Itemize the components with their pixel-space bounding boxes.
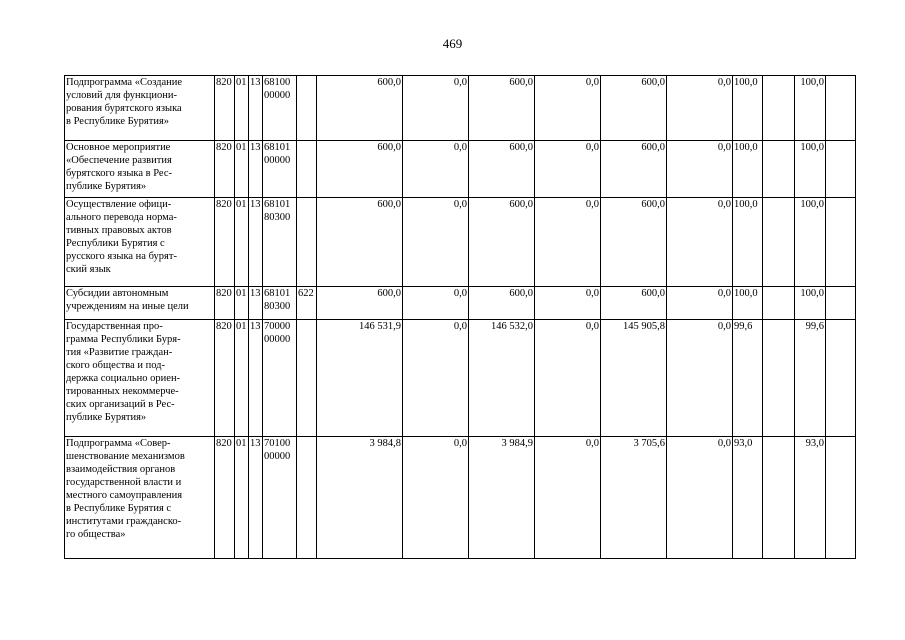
- executed-federal: 0,0: [667, 287, 733, 320]
- approved-federal: 0,0: [403, 141, 469, 198]
- row-name: Подпрограмма «Создание условий для функциони- рования бурятского языка в Республике Бурятия»: [65, 76, 215, 141]
- approved-amount: 600,0: [317, 141, 403, 198]
- pr-code: 13: [249, 198, 263, 287]
- percent-approved: 100,0: [733, 76, 763, 141]
- csr-code: 68100 00000: [263, 76, 297, 141]
- approved-federal: 0,0: [403, 287, 469, 320]
- table-row: [65, 198, 856, 287]
- empty-cell: [826, 141, 856, 198]
- executed-federal: 0,0: [667, 76, 733, 141]
- empty-cell: [826, 287, 856, 320]
- csr-code: 68101 80300: [263, 198, 297, 287]
- rz-code: 01: [235, 320, 249, 437]
- vr-code: [297, 320, 317, 437]
- row-name: Основное мероприятие «Обеспечение развития бурятского языка в Рес- публике Бурятия»: [65, 141, 215, 198]
- executed-federal: 0,0: [667, 437, 733, 559]
- executed-amount: 600,0: [601, 198, 667, 287]
- empty-cell: [763, 76, 795, 141]
- budget-table: [64, 75, 856, 559]
- empty-cell: [826, 437, 856, 559]
- empty-cell: [826, 198, 856, 287]
- plan-amount: 600,0: [469, 76, 535, 141]
- approved-federal: 0,0: [403, 320, 469, 437]
- executed-amount: 145 905,8: [601, 320, 667, 437]
- vr-code: [297, 141, 317, 198]
- plan-federal: 0,0: [535, 198, 601, 287]
- executed-amount: 600,0: [601, 141, 667, 198]
- empty-cell: [763, 141, 795, 198]
- executed-amount: 600,0: [601, 76, 667, 141]
- csr-code: 68101 80300: [263, 287, 297, 320]
- row-name: Субсидии автономным учреждениям на иные цели: [65, 287, 215, 320]
- table-row: [65, 76, 856, 141]
- percent-plan: 93,0: [795, 437, 826, 559]
- csr-code: 70100 00000: [263, 437, 297, 559]
- pr-code: 13: [249, 76, 263, 141]
- executed-federal: 0,0: [667, 320, 733, 437]
- empty-cell: [763, 198, 795, 287]
- table-row: [65, 437, 856, 559]
- gr-code: 820: [215, 437, 235, 559]
- pr-code: 13: [249, 141, 263, 198]
- plan-amount: 600,0: [469, 198, 535, 287]
- empty-cell: [826, 76, 856, 141]
- plan-amount: 146 532,0: [469, 320, 535, 437]
- approved-federal: 0,0: [403, 76, 469, 141]
- percent-approved: 100,0: [733, 198, 763, 287]
- table-row: [65, 287, 856, 320]
- executed-amount: 3 705,6: [601, 437, 667, 559]
- percent-plan: 100,0: [795, 76, 826, 141]
- empty-cell: [763, 287, 795, 320]
- approved-amount: 600,0: [317, 287, 403, 320]
- percent-approved: 100,0: [733, 287, 763, 320]
- rz-code: 01: [235, 141, 249, 198]
- rz-code: 01: [235, 287, 249, 320]
- pr-code: 13: [249, 287, 263, 320]
- approved-amount: 146 531,9: [317, 320, 403, 437]
- empty-cell: [763, 437, 795, 559]
- gr-code: 820: [215, 76, 235, 141]
- approved-amount: 600,0: [317, 198, 403, 287]
- approved-federal: 0,0: [403, 198, 469, 287]
- page-number: 469: [442, 36, 463, 51]
- plan-amount: 600,0: [469, 287, 535, 320]
- approved-amount: 600,0: [317, 76, 403, 141]
- pr-code: 13: [249, 320, 263, 437]
- table-row: [65, 141, 856, 198]
- executed-federal: 0,0: [667, 198, 733, 287]
- vr-code: [297, 198, 317, 287]
- csr-code: 70000 00000: [263, 320, 297, 437]
- csr-code: 68101 00000: [263, 141, 297, 198]
- executed-amount: 600,0: [601, 287, 667, 320]
- percent-plan: 100,0: [795, 198, 826, 287]
- percent-plan: 99,6: [795, 320, 826, 437]
- percent-approved: 93,0: [733, 437, 763, 559]
- executed-federal: 0,0: [667, 141, 733, 198]
- approved-federal: 0,0: [403, 437, 469, 559]
- rz-code: 01: [235, 76, 249, 141]
- gr-code: 820: [215, 198, 235, 287]
- plan-amount: 600,0: [469, 141, 535, 198]
- vr-code: [297, 76, 317, 141]
- approved-amount: 3 984,8: [317, 437, 403, 559]
- empty-cell: [763, 320, 795, 437]
- percent-plan: 100,0: [795, 141, 826, 198]
- gr-code: 820: [215, 287, 235, 320]
- plan-federal: 0,0: [535, 76, 601, 141]
- table-row: [65, 320, 856, 437]
- percent-plan: 100,0: [795, 287, 826, 320]
- plan-amount: 3 984,9: [469, 437, 535, 559]
- percent-approved: 99,6: [733, 320, 763, 437]
- row-name: Подпрограмма «Совер- шенствование механизмов взаимодействия органов государственной власти и местного самоуправления в Республике Бурятия с институтами гражданско- го общества»: [65, 437, 215, 559]
- row-name: Государственная про- грамма Республики Буря- тия «Развитие граждан- ского общества и под- держка социально ориен- тированных некоммерче- ских организаций в Рес- публике Бурятия»: [65, 320, 215, 437]
- vr-code: 622: [297, 287, 317, 320]
- row-name: Осуществление офици- ального перевода норма- тивных правовых актов Республики Бурятия с русского языка на бурят- ский язык: [65, 198, 215, 287]
- gr-code: 820: [215, 320, 235, 437]
- pr-code: 13: [249, 437, 263, 559]
- plan-federal: 0,0: [535, 287, 601, 320]
- rz-code: 01: [235, 437, 249, 559]
- gr-code: 820: [215, 141, 235, 198]
- plan-federal: 0,0: [535, 141, 601, 198]
- percent-approved: 100,0: [733, 141, 763, 198]
- plan-federal: 0,0: [535, 320, 601, 437]
- vr-code: [297, 437, 317, 559]
- empty-cell: [826, 320, 856, 437]
- plan-federal: 0,0: [535, 437, 601, 559]
- rz-code: 01: [235, 198, 249, 287]
